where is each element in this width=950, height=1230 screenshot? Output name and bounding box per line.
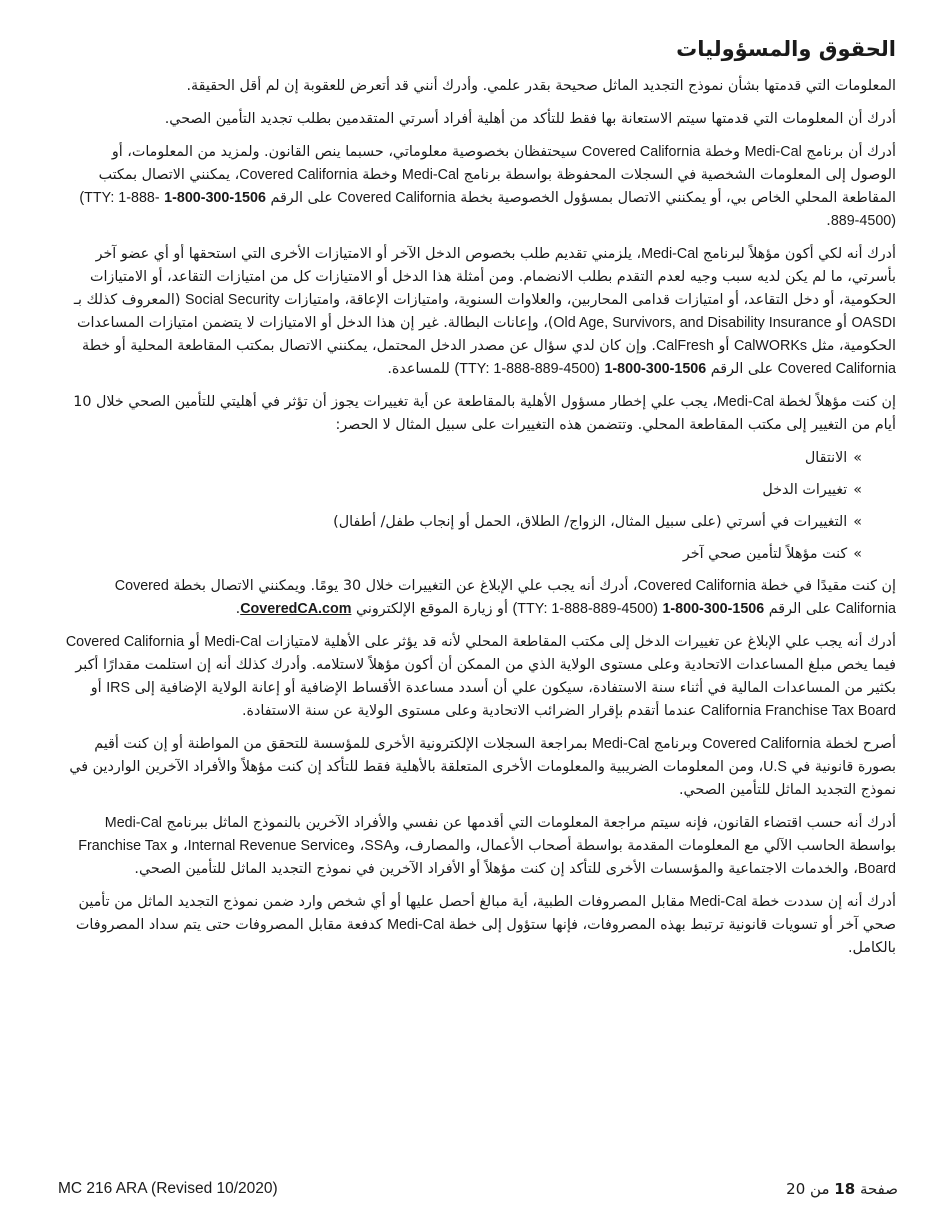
list-item: »كنت مؤهلاً لتأمين صحي آخر (682, 546, 862, 563)
paragraph-covered-enrollment: إن كنت مقيدًا في خطة Covered California، أدرك أنه يجب علي الإبلاغ عن التغييرات خلال 30 يومًا. ويمكنني الاتصال بخطة Covered California على الرقم 1-800-300-1506 (TTY: 1-888-889-4500) أو زيارة الموقع الإلكتروني CoveredCA.com. (114, 578, 896, 618)
paragraph-info-use: أدرك أن المعلومات التي قدمتها سيتم الاستعانة بها فقط للتأكد من أهلية أفراد أسرتي المتقدمين بطلب تجديد التأمين الصحي. (164, 111, 896, 128)
tty-number: (TTY: 1-888-889-4500) (512, 601, 658, 618)
bullet-icon: » (853, 546, 862, 563)
list-item: »تغييرات الدخل (762, 482, 862, 499)
paragraph-privacy: أدرك أن برنامج Medi-Cal وخطة Covered California سيحتفظان بخصوصية معلوماتي، حسبما ينص القانون. ولمزيد من المعلومات، أو الوصول إلى المعلومات الشخصية في السجلات المحفوظة بواسطة برنامج Medi-Cal وخطة Covered California، يمكنني الاتصال بمكتب المقاطعة المحلي الخاص بي، أو يمكنني الاتصال بمسؤول الخصوصية بخطة Covered California على الرقم 1-800-300-1506 (TTY: 1-888-889-4500). (79, 144, 896, 230)
paragraph-report-changes: إن كنت مؤهلاً لخطة Medi-Cal، يجب علي إخطار مسؤول الأهلية بالمقاطعة عن أية تغييرات يجوز أن تؤثر في أهليتي للتأمين الصحي خلال 10 أيام من التغيير إلى مكتب المقاطعة المحلي. وتتضمن هذه التغييرات على سبيل المثال لا الحصر: (73, 394, 896, 434)
paragraph-authorization: أصرح لخطة Covered California وبرنامج Medi-Cal بمراجعة السجلات الإلكترونية الأخرى للمؤسسة للتحقق من المواطنة أو إن كنت أقيم بصورة قانونية في U.S، ومن المعلومات الضريبية والمعلومات الأخرى المتعلقة بالأهلية فقط للتأكد إن كنت مؤهلاً والأفراد الآخرين الواردين في نموذج التجديد الماثل للتأمين الصحي. (69, 736, 896, 799)
form-id: MC 216 ARA (Revised 10/2020) (58, 1180, 278, 1197)
page-title: الحقوق والمسؤوليات (676, 37, 896, 61)
tty-number: (TTY: 1-888-889-4500) (454, 361, 600, 378)
page-number: صفحة 18 من 20 (786, 1180, 898, 1198)
list-item: »الانتقال (804, 450, 862, 467)
tty-number: (TTY: 1-888-889-4500) (79, 190, 896, 230)
phone-number: 1-800-300-1506 (604, 361, 707, 378)
paragraph-reimbursement: أدرك أنه إن سددت خطة Medi-Cal مقابل المصروفات الطبية، أية مبالغ أحصل عليها أو أي شخص وارد ضمن نموذج التجديد الماثل من تأمين صحي آخر أو تسويات قانونية ترتبط بهذه المصروفات، فإنها ستؤول إلى خطة Medi-Cal كدفعة مقابل المصروفات حتى يتم سداد المصروفات بالكامل. (75, 894, 896, 957)
list-item: »التغييرات في أسرتي (على سبيل المثال، الزواج/ الطلاق، الحمل أو إنجاب طفل/ أطفال) (333, 514, 862, 531)
phone-number: 1-800-300-1506 (164, 190, 266, 207)
website-link[interactable]: CoveredCA.com (240, 601, 352, 618)
paragraph-other-income: أدرك أنه لكي أكون مؤهلاً لبرنامج Medi-Cal، يلزمني تقديم طلب بخصوص الدخل الآخر أو الامتيازات الأخرى التي استحقها أو أي عضو آخر بأسرتي، ما لم يكن لديه سبب وجيه لعدم التقدم بطلب الانضمام. ومن أمثلة هذا الدخل أو الامتيازات كل من امتيازات التقاعد، أو الامتيازات الحكومية، أو دخل التقاعد، أو امتيازات قدامى المحاربين، والعلاوات السنوية، وامتيازات الإعاقة، وامتيازات Social Security (المعروف كذلك بـ OASDI أو Old Age, Survivors, and Disability Insurance)، وإعانات البطالة. غير إن هذا الدخل أو الامتيازات لا يتضمن امتيازات المساعدات الحكومية، مثل CalWORKs أو CalFresh. وإن كان لدي سؤال عن مصدر الدخل المحتمل، يمكنني الاتصال بمكتب المقاطعة المحلية أو خطة Covered California على الرقم 1-800-300-1506 (TTY: 1-888-889-4500) للمساعدة. (73, 246, 896, 378)
phone-number: 1-800-300-1506 (662, 601, 765, 618)
bullet-icon: » (853, 514, 862, 531)
paragraph-truthfulness: المعلومات التي قدمتها بشأن نموذج التجديد الماثل صحيحة بقدر علمي. وأدرك أنني قد أتعرض للعقوبة إن لم أقل الحقيقة. (186, 78, 896, 95)
paragraph-verification: أدرك أنه حسب اقتضاء القانون، فإنه سيتم مراجعة المعلومات التي أقدمها عن نفسي والأفراد الآخرين بالنموذج الماثل ببرنامج Medi-Cal بواسطة الحاسب الآلي مع المعلومات المقدمة بواسطة أصحاب الأعمال، والمصارف، وSSA، وInternal Revenue Service، و Franchise Tax Board، والخدمات الاجتماعية والمؤسسات الأخرى للتأكد إن كنت مؤهلاً أو الأفراد الآخرين في نموذج التجديد الماثل للتأمين الصحي. (78, 815, 896, 878)
bullet-icon: » (853, 482, 862, 499)
bullet-icon: » (853, 450, 862, 467)
paragraph-income-changes: أدرك أنه يجب علي الإبلاغ عن تغييرات الدخل إلى مكتب المقاطعة المحلي لأنه قد يؤثر على الأهلية لامتيازات Medi-Cal أو Covered California فيما يخص مبلغ المساعدات الاتحادية وعلى مستوى الولاية الذي من الممكن أن أكون مؤهلاً لاستلامه. وأدرك كذلك أنه إن استلمت مقدارًا أكبر بكثير من المساعدات المالية في أثناء سنة الاستفادة، سيكون علي أن أسدد مساعدة الأقساط الإضافية أو إعانة الولاية الإضافية إلى IRS أو California Franchise Tax Board عندما أتقدم بإقرار الضرائب الاتحادية وعلى مستوى الولاية عن سنة الاستفادة. (65, 634, 896, 720)
changes-list (64, 447, 896, 566)
document-page (64, 36, 896, 970)
